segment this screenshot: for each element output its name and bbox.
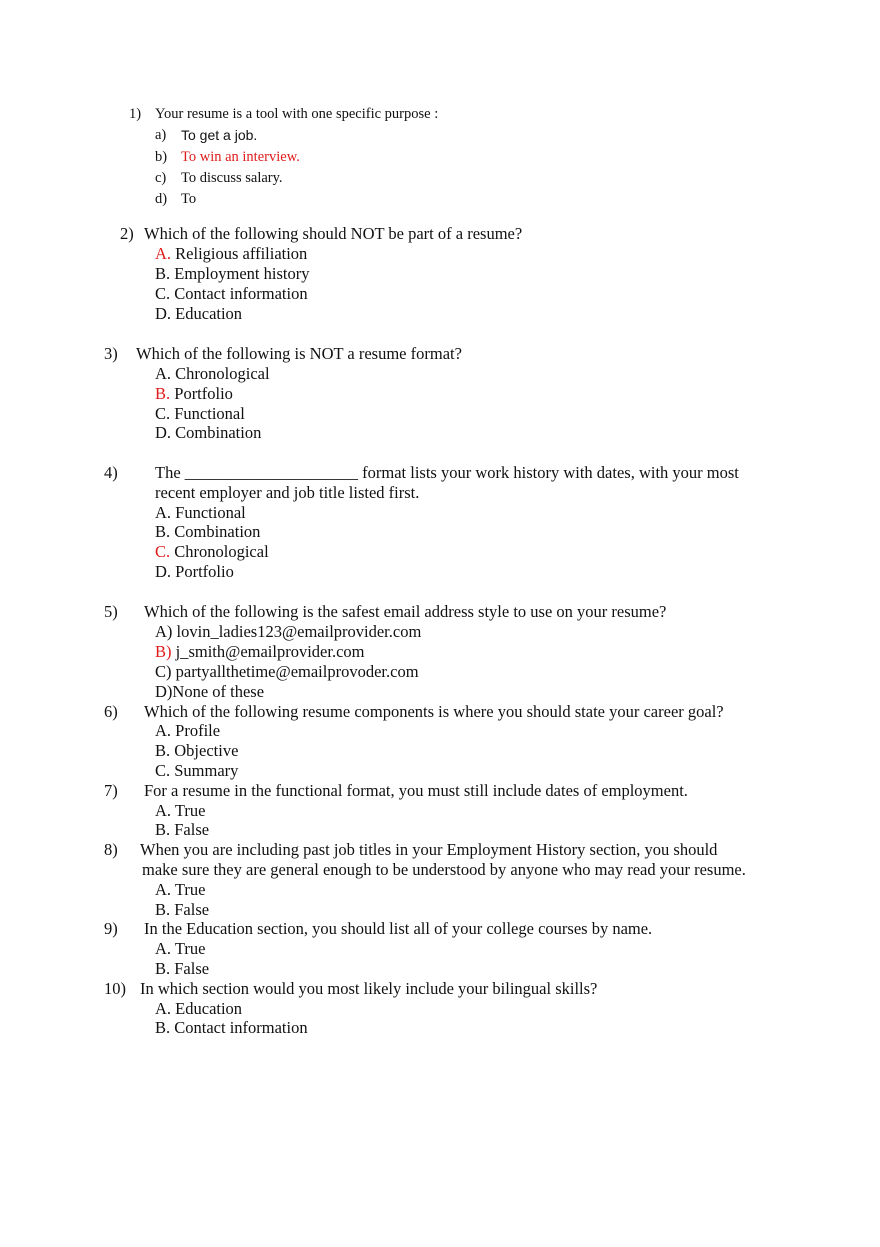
question-10-option-b: B. Contact information [155, 1018, 308, 1037]
answer-letter: A. [155, 244, 172, 263]
option-text: j_smith@emailprovider.com [175, 642, 365, 661]
question-7-text: For a resume in the functional format, you must still include dates of employment. [144, 781, 688, 800]
question-2-text: Which of the following should NOT be part of a resume? [144, 224, 523, 243]
question-2-option-d: D. Education [155, 304, 243, 323]
question-10-number: 10) [104, 979, 126, 998]
question-2-option-a [155, 244, 307, 264]
question-5-text: Which of the following is the safest email address style to use on your resume? [144, 602, 667, 621]
option-text: Religious affiliation [175, 244, 308, 263]
question-6-option-a: A. Profile [155, 721, 221, 740]
question-6-option-c: C. Summary [155, 761, 239, 780]
question-4-option-a: A. Functional [155, 503, 246, 522]
question-5-option-a: A) lovin_ladies123@emailprovider.com [155, 622, 422, 641]
question-1-option-a-label: a) [155, 127, 167, 143]
question-1-option-c-label: c) [155, 170, 167, 186]
question-9-number: 9) [104, 919, 118, 938]
question-1-option-c-text: To discuss salary. [181, 170, 283, 186]
question-4-number: 4) [104, 463, 118, 482]
question-6-number: 6) [104, 702, 118, 721]
question-8-option-b: B. False [155, 900, 210, 919]
question-3-option-d: D. Combination [155, 423, 262, 442]
question-8-option-a: A. True [155, 880, 206, 899]
question-10-text: In which section would you most likely include your bilingual skills? [140, 979, 598, 998]
question-8-text-cont: make sure they are general enough to be understood by anyone who may read your resume. [142, 860, 746, 879]
question-2-option-b: B. Employment history [155, 264, 310, 283]
answer-letter: B. [155, 384, 171, 403]
question-5-number: 5) [104, 602, 118, 621]
question-7-option-b: B. False [155, 820, 210, 839]
question-1-option-b-answer: To win an interview. [181, 149, 300, 165]
question-10-option-a: A. Education [155, 999, 243, 1018]
option-text: Chronological [174, 542, 269, 561]
question-2-option-c: C. Contact information [155, 284, 308, 303]
option-text: Portfolio [174, 384, 233, 403]
question-9-option-a: A. True [155, 939, 206, 958]
question-4-option-d: D. Portfolio [155, 562, 234, 581]
question-3-option-b [155, 384, 233, 404]
question-4-option-b: B. Combination [155, 522, 261, 541]
question-9-text: In the Education section, you should list all of your college courses by name. [144, 919, 653, 938]
question-2-number: 2) [120, 224, 134, 243]
question-6-option-b: B. Objective [155, 741, 239, 760]
question-9-option-b: B. False [155, 959, 210, 978]
question-4-text-cont: recent employer and job title listed first. [155, 483, 420, 502]
question-7-number: 7) [104, 781, 118, 800]
question-3-option-a: A. Chronological [155, 364, 270, 383]
question-5-option-c: C) partyallthetime@emailprovoder.com [155, 662, 419, 681]
question-7-option-a: A. True [155, 801, 206, 820]
question-6-text: Which of the following resume components is where you should state your career goal? [144, 702, 724, 721]
question-5-option-d: D)None of these [155, 682, 265, 701]
question-1-option-b-label: b) [155, 149, 168, 165]
question-3-text: Which of the following is NOT a resume format? [136, 344, 462, 363]
question-1-option-a-text: To get a job. [181, 127, 258, 143]
answer-letter: B) [155, 642, 172, 661]
answer-letter: C. [155, 542, 171, 561]
question-4-option-c [155, 542, 269, 562]
question-8-number: 8) [104, 840, 118, 859]
question-5-option-b [155, 642, 365, 662]
question-1-number: 1) [129, 106, 142, 122]
question-3-option-c: C. Functional [155, 404, 245, 423]
question-1-option-d-label: d) [155, 191, 168, 207]
question-3-number: 3) [104, 344, 118, 363]
question-1-text: Your resume is a tool with one specific purpose : [155, 106, 439, 122]
question-8-text: When you are including past job titles in your Employment History section, you should [140, 840, 718, 859]
question-1-option-d-text: To [181, 191, 197, 207]
question-4-text: The _____________________ format lists your work history with dates, with your most [155, 463, 739, 482]
